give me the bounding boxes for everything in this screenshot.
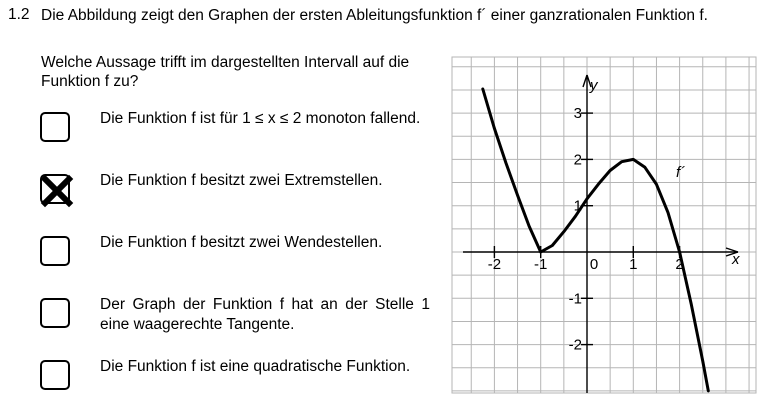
y-tick-label: -1 — [568, 290, 582, 308]
x-tick-label: 2 — [675, 256, 684, 273]
x-axis-label: x — [732, 251, 740, 268]
y-axis-label: y — [590, 77, 598, 94]
question-prompt: Welche Aussage trifft im dargestellten Intervall auf die Funktion f zu? — [41, 54, 410, 90]
x-tick-label: 0 — [589, 256, 599, 273]
series-line-f-prime — [483, 89, 709, 391]
y-tick-label: 2 — [573, 151, 582, 169]
plot-frame — [452, 57, 756, 393]
y-tick-label: 1 — [573, 197, 582, 215]
grid-lines — [452, 57, 756, 393]
x-tick-label: -2 — [487, 256, 502, 273]
y-tick-label: 3 — [573, 105, 582, 123]
question-number: 1.2 — [8, 6, 30, 23]
x-tick-label: 1 — [629, 256, 638, 273]
axes — [463, 75, 738, 393]
x-tick-label: -1 — [534, 256, 548, 273]
option-3-text: Die Funktion f besitzt zwei Wendestellen. — [100, 234, 383, 251]
option-4-text: Der Graph der Funktion f hat an der Stelle 1 eine waagerechte Tangente. — [100, 296, 430, 333]
series-label: f´ — [676, 164, 686, 181]
option-2-text: Die Funktion f besitzt zwei Extremstellen. — [100, 172, 383, 189]
question-text: Die Abbildung zeigt den Graphen der ersten Ableitungsfunktion f´ einer ganzrationalen Funktion f. — [41, 7, 708, 24]
option-5-text: Die Funktion f ist eine quadratische Funktion. — [100, 358, 411, 375]
option-1-text: Die Funktion f ist für 1 ≤ x ≤ 2 monoton fallend. — [100, 110, 421, 127]
y-tick-label: -2 — [568, 336, 582, 354]
